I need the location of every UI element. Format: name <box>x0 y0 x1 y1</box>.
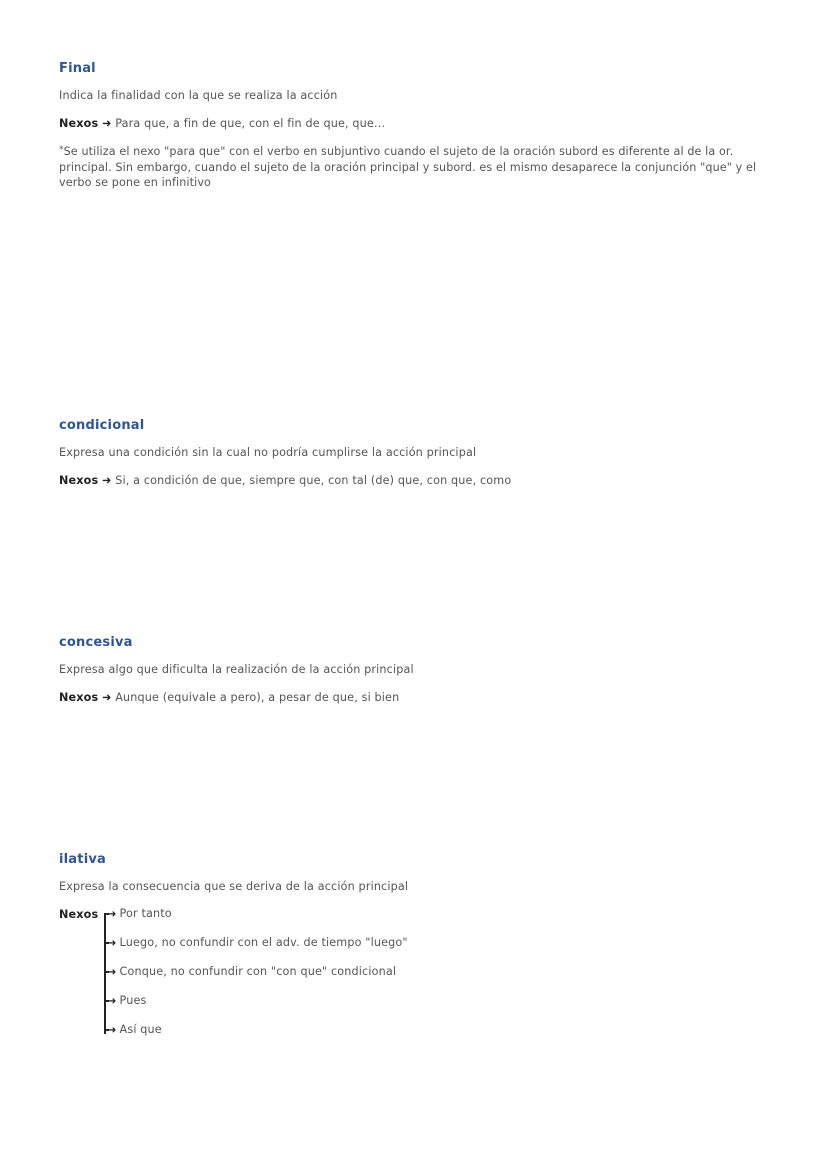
nexos-item: ➜ Luego, no confundir con el adv. de tiempo "luego" <box>104 935 408 952</box>
arrow-right-icon: ➜ <box>108 909 117 920</box>
note-final <box>59 144 769 191</box>
nexos-condicional <box>59 473 769 489</box>
nexos-label-ilativa: Nexos <box>59 908 99 921</box>
heading-condicional: condicional <box>59 418 145 433</box>
arrow-right-icon: ➜ <box>101 691 112 704</box>
nexos-item: ➜ Así que <box>104 1022 162 1039</box>
arrow-right-icon: ➜ <box>108 1025 117 1036</box>
section-ilativa <box>59 851 769 1047</box>
nexos-final <box>59 116 769 132</box>
heading-concesiva: concesiva <box>59 635 133 650</box>
nexos-item: ➜ Pues <box>104 993 146 1010</box>
nexos-concesiva <box>59 690 769 706</box>
nexos-text-final: Para que, a fin de que, con el fin de que, que... <box>115 117 386 130</box>
section-condicional <box>59 417 769 489</box>
description-final: Indica la finalidad con la que se realiza la acción <box>59 89 338 102</box>
nexos-text-concesiva: Aunque (equivale a pero), a pesar de que, si bien <box>115 691 400 704</box>
nexos-item: ➜ Por tanto <box>104 906 172 923</box>
asterisk-icon: * <box>59 145 64 155</box>
heading-ilativa: ilativa <box>59 852 107 867</box>
description-ilativa: Expresa la consecuencia que se deriva de la acción principal <box>59 880 409 893</box>
nexos-text-condicional: Si, a condición de que, siempre que, con tal (de) que, con que, como <box>115 474 512 487</box>
nexos-tree-ilativa <box>59 907 769 1047</box>
description-concesiva: Expresa algo que dificulta la realización de la acción principal <box>59 663 414 676</box>
nexos-item: ➜ Conque, no confundir con "con que" condicional <box>104 964 396 981</box>
arrow-right-icon: ➜ <box>108 996 117 1007</box>
nexos-label: Nexos <box>59 117 99 130</box>
arrow-right-icon: ➜ <box>101 474 112 487</box>
nexos-label: Nexos <box>59 691 99 704</box>
arrow-right-icon: ➜ <box>108 938 117 949</box>
section-final <box>59 60 769 191</box>
note-text-final: Se utiliza el nexo "para que" con el verbo en subjuntivo cuando el sujeto de la oración subord es diferente al de la or. principal. Sin embargo, cuando el sujeto de la oración principal y subord. es el mismo desaparece la conjunción "que" y el verbo se pone en infinitivo <box>59 145 757 189</box>
nexos-label: Nexos <box>59 474 99 487</box>
section-concesiva <box>59 634 769 706</box>
arrow-right-icon: ➜ <box>101 117 112 130</box>
arrow-right-icon: ➜ <box>108 967 117 978</box>
heading-final: Final <box>59 61 96 76</box>
description-condicional: Expresa una condición sin la cual no podría cumplirse la acción principal <box>59 446 477 459</box>
